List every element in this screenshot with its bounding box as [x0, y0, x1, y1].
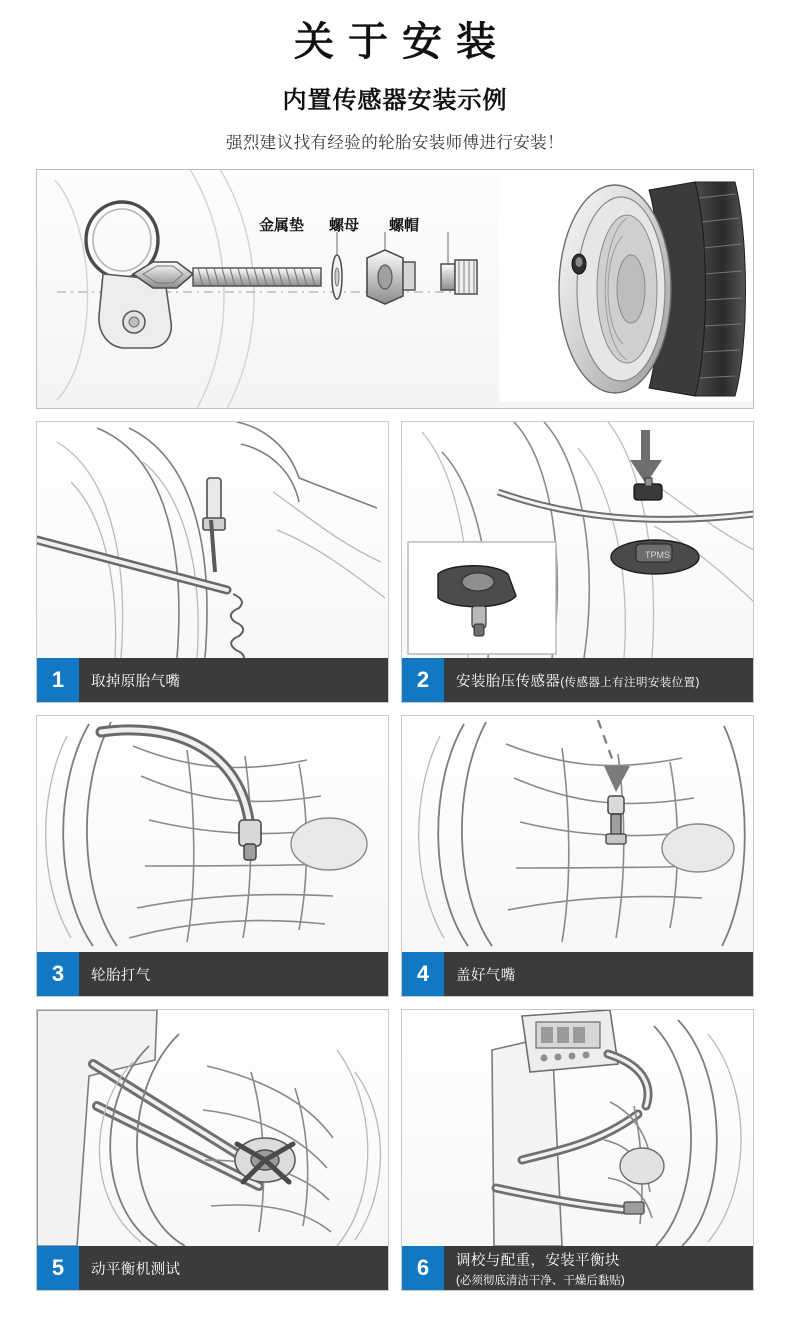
step-card-3 — [36, 715, 389, 997]
step-4-caption — [402, 952, 753, 996]
step-1-label: 取掉原胎气嘴 — [91, 673, 181, 690]
exploded-diagram-illustration — [37, 170, 753, 408]
step-4-label: 盖好气嘴 — [456, 967, 516, 984]
step-card-5 — [36, 1009, 389, 1291]
label-nut: 螺母 — [329, 217, 360, 234]
step-2-text — [444, 658, 753, 702]
step-6-label: 调校与配重，安装平衡块 — [456, 1252, 620, 1269]
step-4-illustration — [402, 716, 753, 952]
step-5-illustration — [37, 1010, 388, 1246]
step-2-number: 2 — [402, 658, 444, 702]
step-3-number: 3 — [37, 952, 79, 996]
step-card-4 — [401, 715, 754, 997]
step-2-label: 安装胎压传感器 — [456, 673, 561, 690]
step-6-subnote: (必须彻底清洁干净、干燥后黏贴) — [456, 1274, 625, 1287]
step-4-text — [444, 952, 753, 996]
step-3-illustration — [37, 716, 388, 952]
exploded-diagram-panel — [36, 169, 754, 409]
installation-note: 强烈建议找有经验的轮胎安装师傅进行安装！ — [226, 134, 564, 152]
diagram-svg — [37, 170, 754, 408]
step-1-text — [79, 658, 388, 702]
step-1-number: 1 — [37, 658, 79, 702]
step-3-label: 轮胎打气 — [91, 967, 151, 984]
step-card-1 — [36, 421, 389, 703]
step-5-caption — [37, 1246, 388, 1290]
svg-text:TPMS: TPMS — [645, 550, 671, 560]
label-cap: 螺帽 — [389, 217, 420, 234]
step-5-label: 动平衡机测试 — [91, 1261, 181, 1278]
step-1-illustration — [37, 422, 388, 658]
step-card-2 — [401, 421, 754, 703]
page-title: 关于安装 — [294, 20, 510, 64]
step-6-number: 6 — [402, 1246, 444, 1290]
header — [0, 0, 790, 153]
step-6-illustration — [402, 1010, 753, 1246]
step-2-label-detail: (传感器上有注明安装位置) — [560, 676, 700, 689]
page-subtitle: 内置传感器安装示例 — [282, 87, 508, 114]
step-4-number: 4 — [402, 952, 444, 996]
step-2-caption — [402, 658, 753, 702]
step-3-caption — [37, 952, 388, 996]
step-1-caption — [37, 658, 388, 702]
step-card-6 — [401, 1009, 754, 1291]
step-3-text — [79, 952, 388, 996]
step-6-text — [444, 1246, 753, 1290]
steps-grid — [36, 421, 754, 1291]
step-6-caption — [402, 1246, 753, 1290]
label-metal-washer: 金属垫 — [259, 217, 305, 234]
step-5-text — [79, 1246, 388, 1290]
step-5-number: 5 — [37, 1246, 79, 1290]
step-2-illustration — [402, 422, 753, 658]
